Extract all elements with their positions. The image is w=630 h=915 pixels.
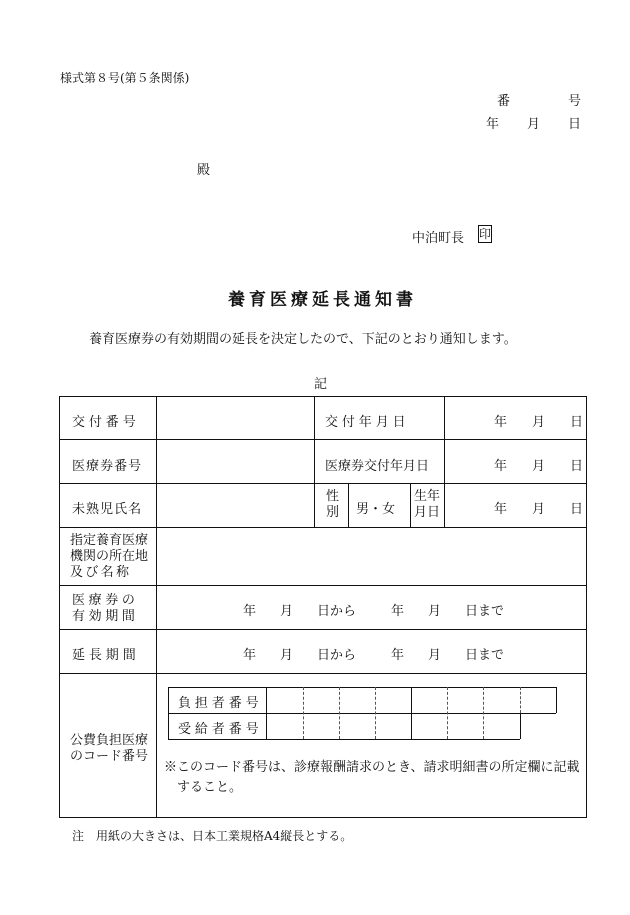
code-note-line-2: すること。 xyxy=(177,780,243,795)
footnote: 注 用紙の大きさは、日本工業規格A4縦長とする。 xyxy=(72,829,353,843)
code-note-line-1: ※このコード番号は、診療報酬請求のとき、請求明細書の所定欄に記載 xyxy=(164,760,580,775)
sex-label-2: 別 xyxy=(326,505,340,520)
number-suffix: 号 xyxy=(568,94,582,109)
seal-mark: 印 xyxy=(479,227,492,241)
ticket-date-year: 年 xyxy=(494,459,508,474)
sex-label-1: 性 xyxy=(326,489,340,504)
validity-from-month: 月 xyxy=(280,604,294,619)
public-code-label-2: のコード番号 xyxy=(70,749,149,764)
issue-date-day: 日 xyxy=(570,415,584,430)
body-text: 養育医療券の有効期間の延長を決定したので、下記のとおり通知します。 xyxy=(89,332,517,347)
ticket-issue-date-label: 医療券交付年月日 xyxy=(325,459,430,474)
date-month: 月 xyxy=(527,117,541,132)
ticket-date-day: 日 xyxy=(570,459,584,474)
extension-to-day: 日まで xyxy=(465,648,505,663)
validity-from-day: 日から xyxy=(317,604,357,619)
institution-label-3: 及び名称 xyxy=(70,565,132,580)
date-day: 日 xyxy=(568,117,582,132)
infant-name-label: 未熟児氏名 xyxy=(72,502,143,517)
sex-value: 男・女 xyxy=(356,502,396,517)
extension-from-year: 年 xyxy=(243,648,257,663)
extension-to-month: 月 xyxy=(428,648,442,663)
form-number: 様式第８号(第５条関係) xyxy=(60,71,190,85)
issue-date-year: 年 xyxy=(494,415,508,430)
validity-to-day: 日まで xyxy=(465,604,505,619)
extension-from-month: 月 xyxy=(280,648,294,663)
validity-label-2: 有効期間 xyxy=(72,609,139,624)
extension-from-day: 日から xyxy=(317,648,357,663)
issue-date-label: 交付年月日 xyxy=(325,415,410,430)
recipient-number-label: 受給者番号 xyxy=(178,722,263,737)
birth-month: 月 xyxy=(532,502,546,517)
issuer-name: 中泊町長 xyxy=(412,231,465,246)
number-label: 番 xyxy=(497,94,511,109)
public-code-label-1: 公費負担医療 xyxy=(70,733,149,748)
document-title: 養育医療延長通知書 xyxy=(228,290,417,310)
ticket-number-label: 医療券番号 xyxy=(72,459,143,474)
date-year: 年 xyxy=(486,117,500,132)
payer-number-label: 負担者番号 xyxy=(178,696,263,711)
ki-heading: 記 xyxy=(314,377,328,392)
validity-to-month: 月 xyxy=(428,604,442,619)
issue-number-label: 交付番号 xyxy=(72,415,140,430)
validity-from-year: 年 xyxy=(243,604,257,619)
institution-label-1: 指定養育医療 xyxy=(70,533,149,548)
birth-year: 年 xyxy=(494,502,508,517)
birth-day: 日 xyxy=(570,502,584,517)
birth-label-2: 月日 xyxy=(414,505,441,520)
extension-period-label: 延長期間 xyxy=(72,648,140,663)
validity-label-1: 医療券の xyxy=(72,593,139,608)
ticket-date-month: 月 xyxy=(532,459,546,474)
validity-to-year: 年 xyxy=(391,604,405,619)
issue-date-month: 月 xyxy=(532,415,546,430)
extension-to-year: 年 xyxy=(391,648,405,663)
institution-label-2: 機関の所在地 xyxy=(70,549,149,564)
notice-table xyxy=(59,396,587,818)
birth-label-1: 生年 xyxy=(414,489,441,504)
addressee-honorific: 殿 xyxy=(197,163,211,178)
